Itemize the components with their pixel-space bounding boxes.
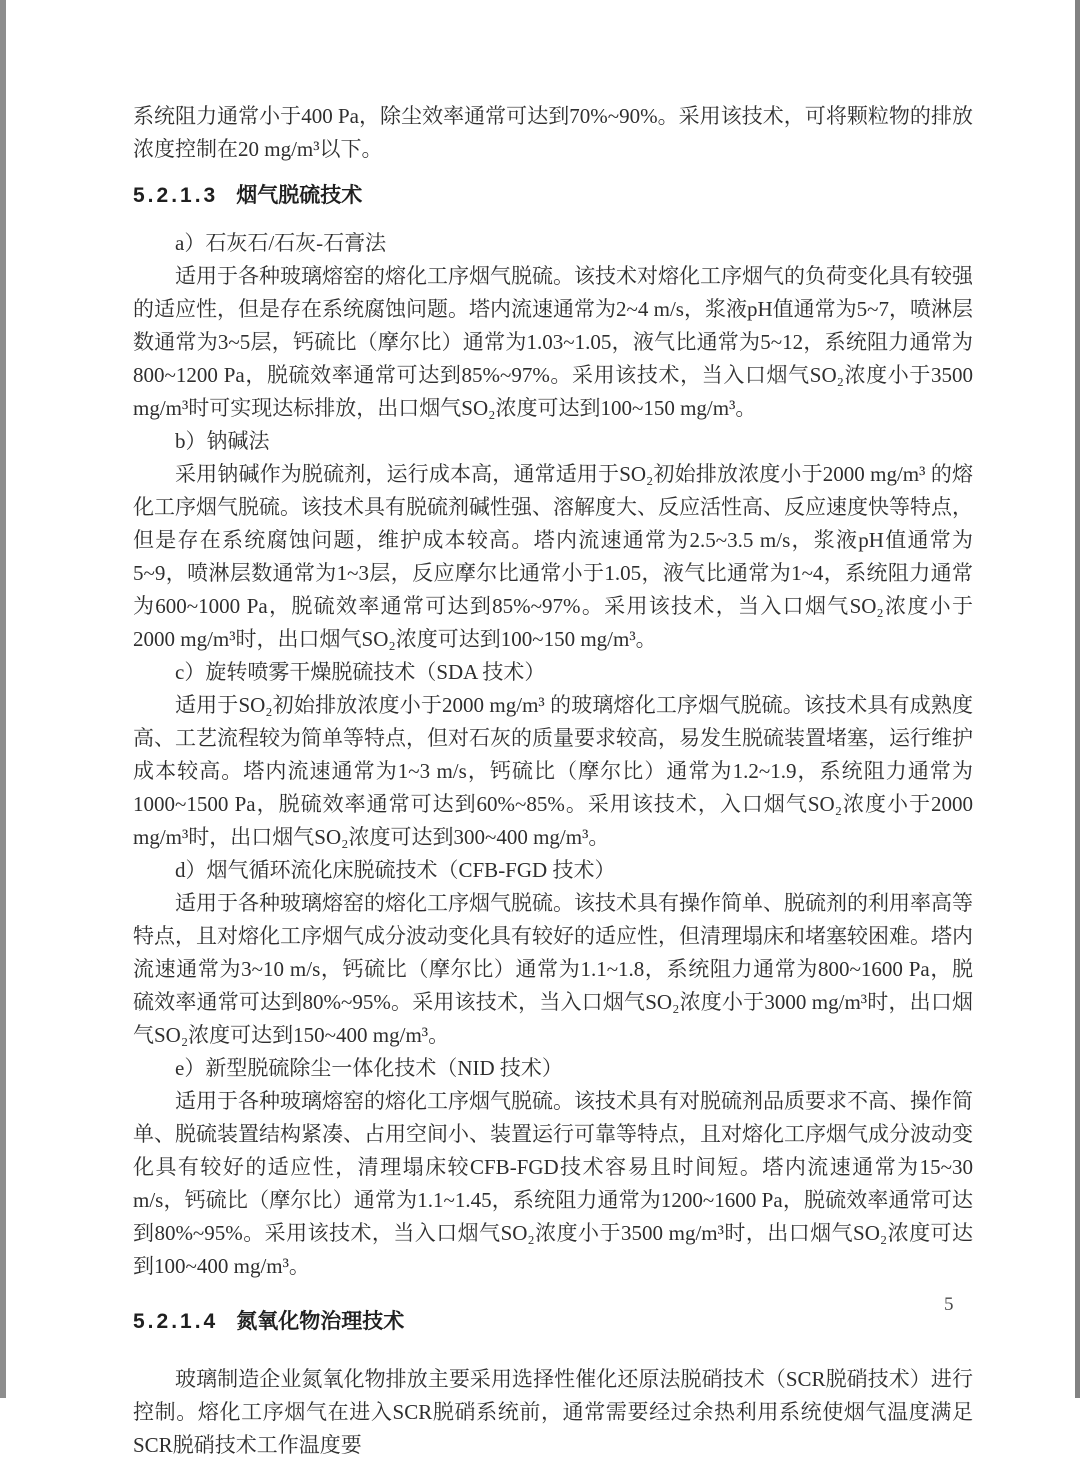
- section-number: 5.2.1.3: [133, 184, 219, 207]
- item-label-sodium-alkali: b）钠碱法: [175, 429, 270, 453]
- document-page-content: [133, 100, 973, 1462]
- item-label-limestone-gypsum: a）石灰石/石灰-石膏法: [175, 231, 387, 255]
- item-body-sda: 适用于SO₂初始排放浓度小于2000 mg/m³ 的玻璃熔化工序烟气脱硫。该技术具有成熟度高、工艺流程较为简单等特点，但对石灰的质量要求较高，易发生脱硫装置堵塞，运行维护成本较高。塔内流速通常为1~3 m/s，钙硫比（摩尔比）通常为1.2~1.9，系统阻力通常为1000~1500 Pa，脱硫效率通常可达到60%~85%。采用该技术，入口烟气SO₂浓度小于2000 mg/m³时，出口烟气SO₂浓度可达到300~400 mg/m³。: [133, 693, 973, 849]
- item-label-cfb-fgd: d）烟气循环流化床脱硫技术（CFB-FGD 技术）: [175, 858, 616, 882]
- item-body-limestone-gypsum: 适用于各种玻璃熔窑的熔化工序烟气脱硫。该技术对熔化工序烟气的负荷变化具有较强的适应性，但是存在系统腐蚀问题。塔内流速通常为2~4 m/s，浆液pH值通常为5~7，喷淋层数通常为3~5层，钙硫比（摩尔比）通常为1.03~1.05，液气比通常为5~12，系统阻力通常为800~1200 Pa，脱硫效率通常可达到85%~97%。采用该技术，当入口烟气SO₂浓度小于3500 mg/m³时可实现达标排放，出口烟气SO₂浓度可达到100~150 mg/m³。: [133, 264, 973, 420]
- section-heading-flue-gas-desulfurization: [133, 181, 973, 211]
- item-label-nid: e）新型脱硫除尘一体化技术（NID 技术）: [175, 1056, 563, 1080]
- item-label-sda: c）旋转喷雾干燥脱硫技术（SDA 技术）: [175, 660, 546, 684]
- scan-right-edge: [1075, 0, 1080, 1398]
- page-number: 5: [944, 1294, 954, 1315]
- section-title: 氮氧化物治理技术: [236, 1310, 405, 1333]
- paragraph-nox-scr: 玻璃制造企业氮氧化物排放主要采用选择性催化还原法脱硝技术（SCR脱硝技术）进行控制。熔化工序烟气在进入SCR脱硝系统前，通常需要经过余热利用系统使烟气温度满足SCR脱硝技术工作温度要: [133, 1367, 973, 1457]
- scan-left-edge: [0, 0, 6, 1398]
- item-body-nid: 适用于各种玻璃熔窑的熔化工序烟气脱硫。该技术具有对脱硫剂品质要求不高、操作简单、脱硫装置结构紧凑、占用空间小、装置运行可靠等特点，且对熔化工序烟气成分波动变化具有较好的适应性，清理塌床较CFB-FGD技术容易且时间短。塔内流速通常为15~30 m/s，钙硫比（摩尔比）通常为1.1~1.45，系统阻力通常为1200~1600 Pa，脱硫效率通常可达到80%~95%。采用该技术，当入口烟气SO₂浓度小于3500 mg/m³时，出口烟气SO₂浓度可达到100~400 mg/m³。: [133, 1089, 973, 1278]
- paragraph-dust-removal-continued: 系统阻力通常小于400 Pa，除尘效率通常可达到70%~90%。采用该技术，可将颗粒物的排放浓度控制在20 mg/m³以下。: [133, 104, 973, 161]
- item-body-sodium-alkali: 采用钠碱作为脱硫剂，运行成本高，通常适用于SO₂初始排放浓度小于2000 mg/m³ 的熔化工序烟气脱硫。该技术具有脱硫剂碱性强、溶解度大、反应活性高、反应速度快等特点，但是存在系统腐蚀问题，维护成本较高。塔内流速通常为2.5~3.5 m/s，浆液pH值通常为5~9，喷淋层数通常为1~3层，反应摩尔比通常小于1.05，液气比通常为1~4，系统阻力通常为600~1000 Pa，脱硫效率通常可达到85%~97%。采用该技术，当入口烟气SO₂浓度小于2000 mg/m³时，出口烟气SO₂浓度可达到100~150 mg/m³。: [133, 462, 973, 651]
- section-heading-nox-treatment: [133, 1307, 973, 1337]
- section-title: 烟气脱硫技术: [236, 184, 363, 207]
- section-number: 5.2.1.4: [133, 1310, 219, 1333]
- item-body-cfb-fgd: 适用于各种玻璃熔窑的熔化工序烟气脱硫。该技术具有操作简单、脱硫剂的利用率高等特点，且对熔化工序烟气成分波动变化具有较好的适应性，但清理塌床和堵塞较困难。塔内流速通常为3~10 m/s，钙硫比（摩尔比）通常为1.1~1.8，系统阻力通常为800~1600 Pa，脱硫效率通常可达到80%~95%。采用该技术，当入口烟气SO₂浓度小于3000 mg/m³时，出口烟气SO₂浓度可达到150~400 mg/m³。: [133, 891, 973, 1047]
